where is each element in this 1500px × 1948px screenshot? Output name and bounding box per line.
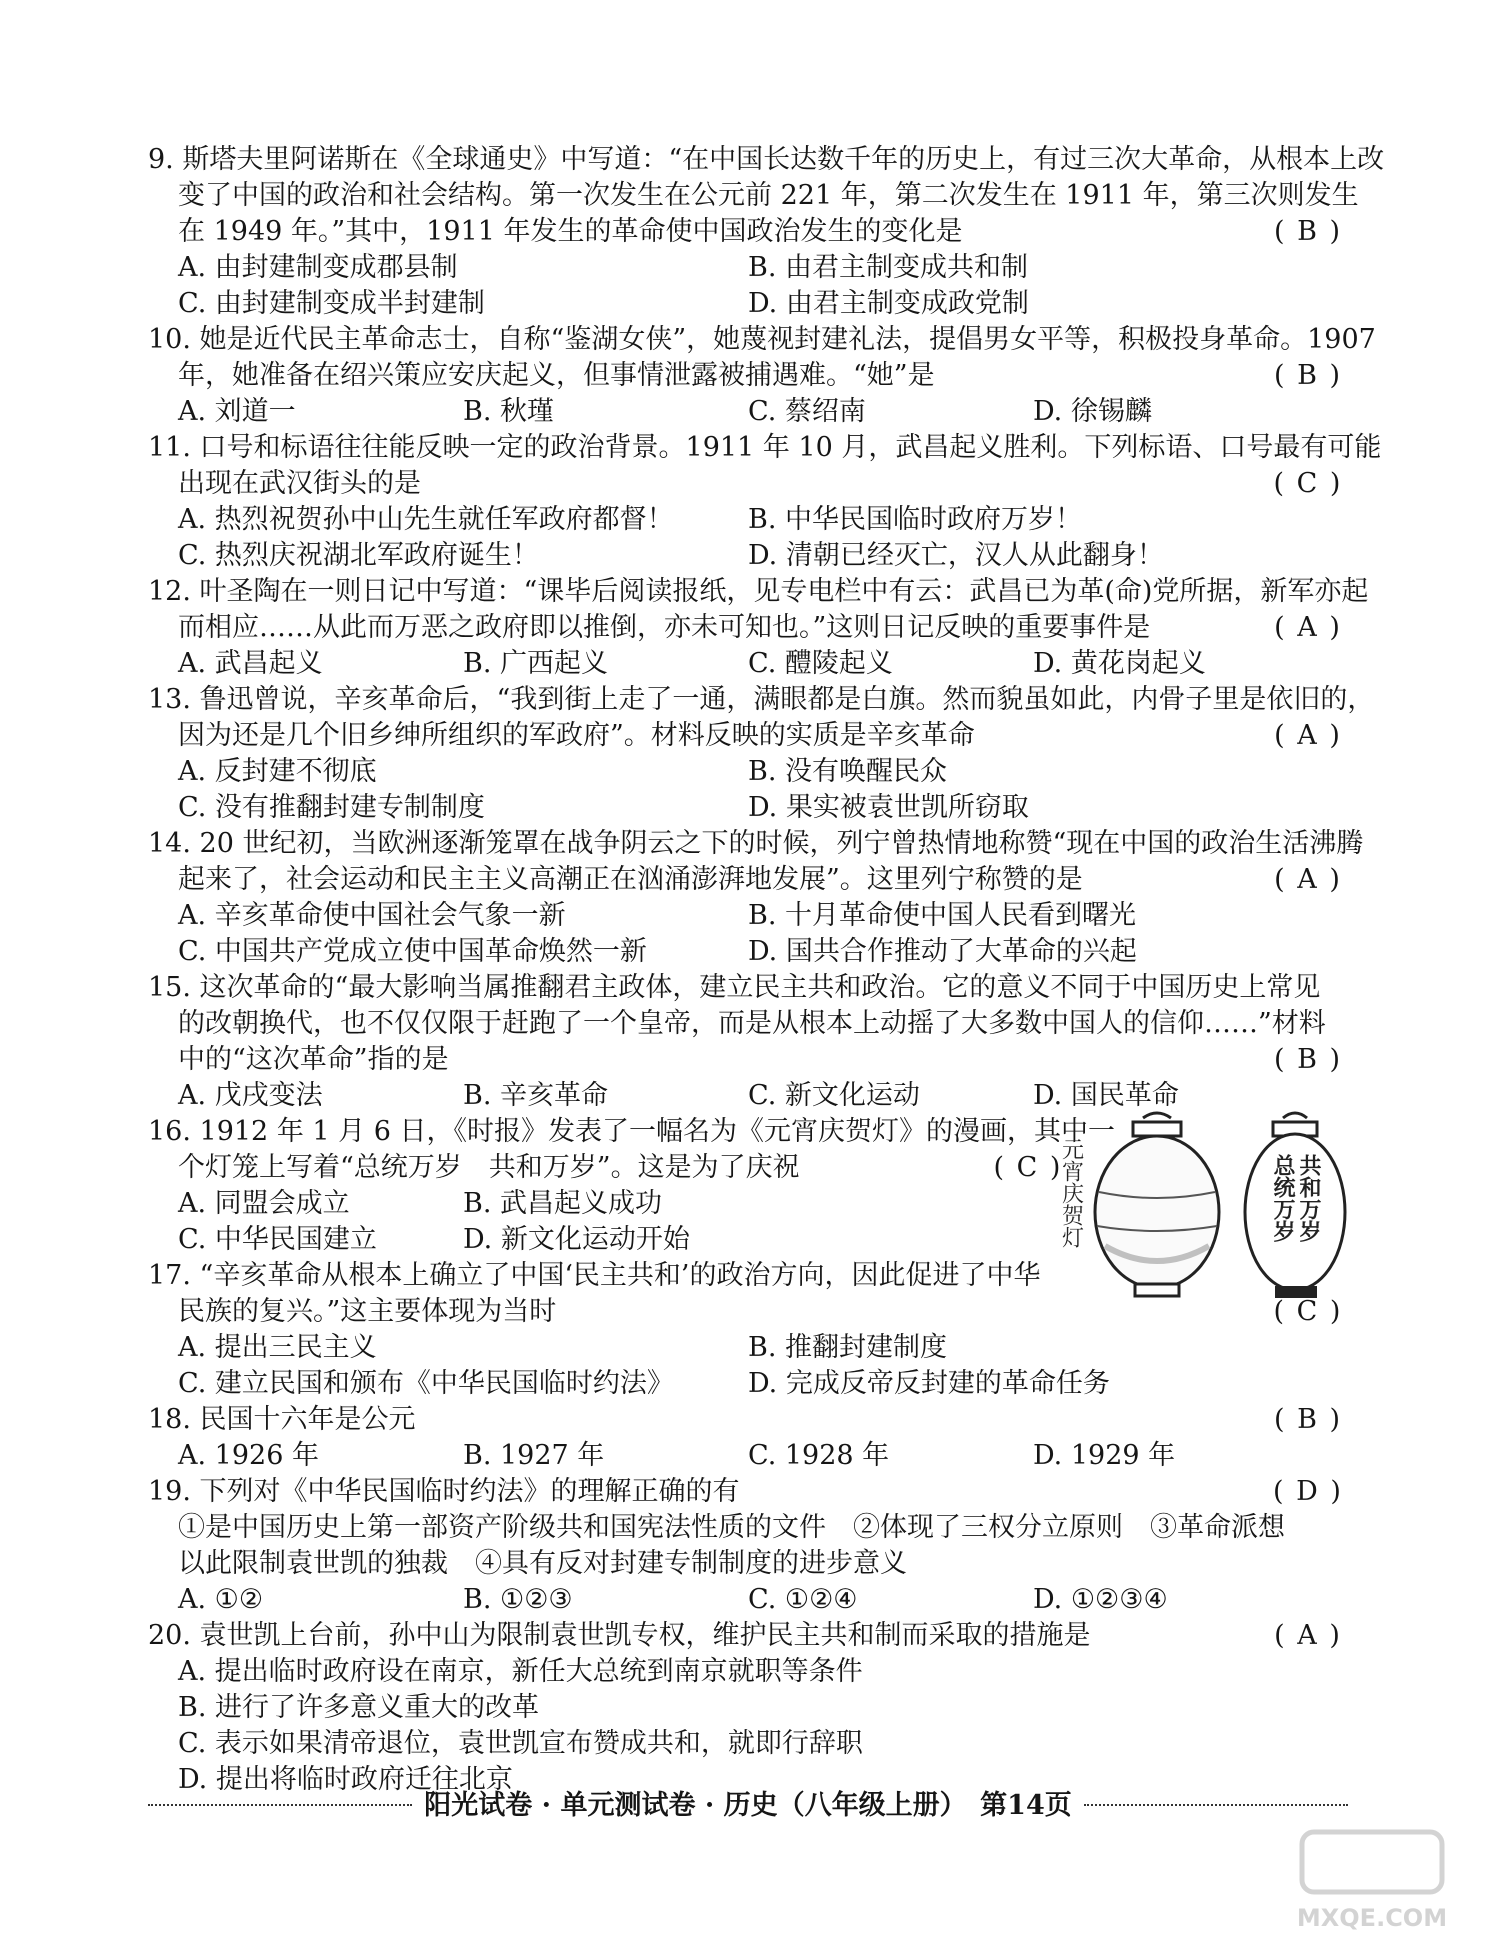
question-11-line-2 (148, 466, 1348, 502)
question-19-stem: 19. 下列对《中华民国临时约法》的理解正确的有 (148, 1476, 740, 1507)
options-row (148, 898, 1348, 934)
question-19 (148, 1474, 1348, 1618)
option-c: C. 表示如果清帝退位，袁世凯宣布赞成共和，就即行辞职 (178, 1728, 863, 1759)
option-b: B. 中华民国临时政府万岁！ (748, 504, 1083, 535)
options-row (148, 1330, 1348, 1366)
question-10-line-1: 10. 她是近代民主革命志士，自称“鉴湖女侠”，她蔑视封建礼法，提倡男女平等，积极投身革命。1907 (148, 324, 1376, 355)
option-a: A. 戊戌变法 (178, 1080, 323, 1111)
options-row (148, 1222, 1048, 1258)
option-d: D. 果实被袁世凯所窃取 (748, 792, 1029, 823)
options-row (148, 286, 1348, 322)
option-b: B. 由君主制变成共和制 (748, 252, 1029, 283)
answer-bracket: ( A ) (1274, 720, 1342, 751)
option-d: D. 黄花岗起义 (1033, 648, 1206, 679)
option-a: A. 反封建不彻底 (178, 756, 377, 787)
option-c: C. 热烈庆祝湖北军政府诞生！ (178, 540, 539, 571)
answer-bracket: ( B ) (1273, 1404, 1343, 1435)
option-a: A. ①② (178, 1584, 264, 1615)
option-a: A. 提出三民主义 (178, 1332, 377, 1363)
options-row (148, 394, 1348, 430)
left-lantern-caption: 元宵庆贺灯 (1058, 1138, 1084, 1248)
question-14 (148, 826, 1364, 970)
option-d: D. 新文化运动开始 (463, 1224, 690, 1255)
option-d: D. ①②③④ (1033, 1584, 1168, 1615)
option-a: A. 1926 年 (178, 1440, 319, 1471)
option-c: C. 1928 年 (748, 1440, 890, 1471)
right-lantern-text-right: 共和万岁 (1296, 1154, 1322, 1242)
question-15 (148, 970, 1348, 1114)
watermark-logo-icon (1282, 1826, 1462, 1936)
question-12-line-1: 12. 叶圣陶在一则日记中写道：“课毕后阅读报纸，见专电栏中有云：武昌已为革(命)党所据，新军亦起 (148, 576, 1369, 607)
question-20-line-1 (148, 1618, 1348, 1654)
question-10-line-2 (148, 358, 1348, 394)
answer-bracket: ( B ) (1273, 360, 1343, 391)
option-c: C. 建立民国和颁布《中华民国临时约法》 (178, 1368, 674, 1399)
answer-bracket: ( C ) (1273, 468, 1343, 499)
option-b: B. 1927 年 (463, 1440, 605, 1471)
option-d: D. 国民革命 (1033, 1080, 1179, 1111)
option-d: D. 由君主制变成政党制 (748, 288, 1029, 319)
question-18 (148, 1402, 1348, 1474)
options-row (148, 646, 1348, 682)
footer-dotted-rule-right (1084, 1804, 1348, 1806)
question-17-line-2 (148, 1294, 1348, 1330)
options-row (148, 1438, 1348, 1474)
option-a: A. 热烈祝贺孙中山先生就任军政府都督！ (178, 504, 674, 535)
question-15-line-3 (148, 1042, 1348, 1078)
option-c: C. 新文化运动 (748, 1080, 920, 1111)
option-d: D. 国共合作推动了大革命的兴起 (748, 936, 1137, 967)
question-12-line-2 (148, 610, 1348, 646)
answer-bracket: ( B ) (1273, 1044, 1343, 1075)
option-c: C. 中华民国建立 (178, 1224, 377, 1255)
question-15-line-1: 15. 这次革命的“最大影响当属推翻君主政体，建立民主共和政治。它的意义不同于中国历史上常见 (148, 972, 1321, 1003)
question-11-line-1: 11. 口号和标语往往能反映一定的政治背景。1911 年 10 月，武昌起义胜利。下列标语、口号最有可能 (148, 432, 1382, 463)
footer-text: 阳光试卷 · 单元测试卷 · 历史（八年级上册） 第14页 (424, 1789, 1072, 1821)
options-row (148, 538, 1348, 574)
answer-bracket: ( A ) (1274, 1620, 1342, 1651)
question-16-stem-end: 个灯笼上写着“总统万岁 共和万岁”。这是为了庆祝 (178, 1152, 800, 1183)
option-d: D. 完成反帝反封建的革命任务 (748, 1368, 1110, 1399)
option-d: D. 1929 年 (1033, 1440, 1176, 1471)
question-12 (148, 574, 1369, 682)
option-a: A. 提出临时政府设在南京，新任大总统到南京就职等条件 (178, 1656, 863, 1687)
options-row (148, 754, 1348, 790)
question-16-line-1: 16. 1912 年 1 月 6 日，《时报》发表了一幅名为《元宵庆贺灯》的漫画，其中一 (148, 1116, 1116, 1147)
option-b: B. 广西起义 (463, 648, 609, 679)
watermark-text: MXQE.COM (1296, 1904, 1448, 1932)
question-10 (148, 322, 1376, 430)
options-row (148, 502, 1348, 538)
question-17-line-1: 17. “辛亥革命从根本上确立了中国‘民主共和’的政治方向，因此促进了中华 (148, 1260, 1041, 1291)
question-14-line-1: 14. 20 世纪初，当欧洲逐渐笼罩在战争阴云之下的时候，列宁曾热情地称赞“现在中国的政治生活沸腾 (148, 828, 1364, 859)
option-a: A. 辛亥革命使中国社会气象一新 (178, 900, 566, 931)
question-9 (148, 142, 1385, 322)
answer-bracket: ( B ) (1273, 216, 1343, 247)
question-14-line-2 (148, 862, 1348, 898)
option-b: B. ①②③ (463, 1584, 573, 1615)
answer-bracket: ( C ) (1273, 1296, 1343, 1327)
answer-bracket: ( D ) (1273, 1476, 1343, 1507)
options-row (148, 1186, 1048, 1222)
option-c: C. ①②④ (748, 1584, 858, 1615)
options-row (148, 790, 1348, 826)
page-footer (148, 1782, 1348, 1822)
answer-bracket: ( A ) (1274, 612, 1342, 643)
question-12-stem-end: 而相应……从此而万恶之政府即以推倒，亦未可知也。”这则日记反映的重要事件是 (178, 612, 1151, 643)
options-row (148, 934, 1348, 970)
option-b: B. 没有唤醒民众 (748, 756, 948, 787)
option-d: D. 徐锡麟 (1033, 396, 1152, 427)
option-a: A. 同盟会成立 (178, 1188, 350, 1219)
option-b: B. 推翻封建制度 (748, 1332, 948, 1363)
question-13-line-1: 13. 鲁迅曾说，辛亥革命后，“我到街上走了一通，满眼都是白旗。然而貌虽如此，内骨子里是依旧的， (148, 684, 1375, 715)
question-17 (148, 1258, 1348, 1402)
right-lantern-text-left: 总统万岁 (1270, 1154, 1296, 1242)
option-b: B. 进行了许多意义重大的改革 (178, 1692, 540, 1723)
question-18-line-1 (148, 1402, 1348, 1438)
question-13 (148, 682, 1375, 826)
question-11-stem-end: 出现在武汉街头的是 (178, 468, 421, 499)
question-16 (148, 1114, 1116, 1258)
question-9-line-2: 变了中国的政治和社会结构。第一次发生在公元前 221 年，第二次发生在 1911 年，第三次则发生 (178, 180, 1359, 211)
options-row (148, 1366, 1348, 1402)
question-10-stem-end: 年，她准备在绍兴策应安庆起义，但事情泄露被捕遇难。“她”是 (178, 360, 935, 391)
question-19-line-3: 以此限制袁世凯的独裁 ④具有反对封建专制制度的进步意义 (178, 1548, 907, 1579)
answer-bracket: ( A ) (1274, 864, 1342, 895)
option-c: C. 中国共产党成立使中国革命焕然一新 (178, 936, 647, 967)
footer-dotted-rule-left (148, 1804, 412, 1806)
option-d: D. 清朝已经灭亡，汉人从此翻身！ (748, 540, 1164, 571)
question-15-line-2: 的改朝换代，也不仅仅限于赶跑了一个皇帝，而是从根本上动摇了大多数中国人的信仰……”材料 (178, 1008, 1326, 1039)
option-c: C. 醴陵起义 (748, 648, 893, 679)
option-a: A. 刘道一 (178, 396, 296, 427)
question-9-line-3 (148, 214, 1348, 250)
question-20-stem: 20. 袁世凯上台前，孙中山为限制袁世凯专权，维护民主共和制而采取的措施是 (148, 1620, 1091, 1651)
question-16-line-2 (148, 1150, 1063, 1186)
option-c: C. 没有推翻封建专制制度 (178, 792, 485, 823)
question-18-stem: 18. 民国十六年是公元 (148, 1404, 416, 1435)
question-17-stem-end: 民族的复兴。”这主要体现为当时 (178, 1296, 557, 1327)
question-19-line-1 (148, 1474, 1348, 1510)
question-14-stem-end: 起来了，社会运动和民主主义高潮正在汹涌澎湃地发展”。这里列宁称赞的是 (178, 864, 1083, 895)
options-row (148, 250, 1348, 286)
answer-bracket: ( C ) (993, 1152, 1063, 1183)
question-15-stem-end: 中的“这次革命”指的是 (178, 1044, 449, 1075)
option-b: B. 秋瑾 (463, 396, 555, 427)
question-20 (148, 1618, 1348, 1798)
question-13-stem-end: 因为还是几个旧乡绅所组织的军政府”。材料反映的实质是辛亥革命 (178, 720, 975, 751)
option-a: A. 由封建制变成郡县制 (178, 252, 458, 283)
option-c: C. 蔡绍南 (748, 396, 866, 427)
option-c: C. 由封建制变成半封建制 (178, 288, 485, 319)
option-b: B. 武昌起义成功 (463, 1188, 663, 1219)
question-11 (148, 430, 1382, 574)
option-d: D. 提出将临时政府迁往北京 (178, 1764, 513, 1795)
option-a: A. 武昌起义 (178, 648, 323, 679)
question-13-line-2 (148, 718, 1348, 754)
option-b: B. 辛亥革命 (463, 1080, 609, 1111)
question-19-line-2: ①是中国历史上第一部资产阶级共和国宪法性质的文件 ②体现了三权分立原则 ③革命派想 (178, 1512, 1285, 1543)
question-9-line-1: 9. 斯塔夫里阿诺斯在《全球通史》中写道：“在中国长达数千年的历史上，有过三次大革命，从根本上改 (148, 144, 1385, 175)
question-9-stem-end: 在 1949 年。”其中，1911 年发生的革命使中国政治发生的变化是 (178, 216, 963, 247)
option-b: B. 十月革命使中国人民看到曙光 (748, 900, 1137, 931)
options-row (148, 1582, 1348, 1618)
site-watermark (1282, 1826, 1462, 1936)
